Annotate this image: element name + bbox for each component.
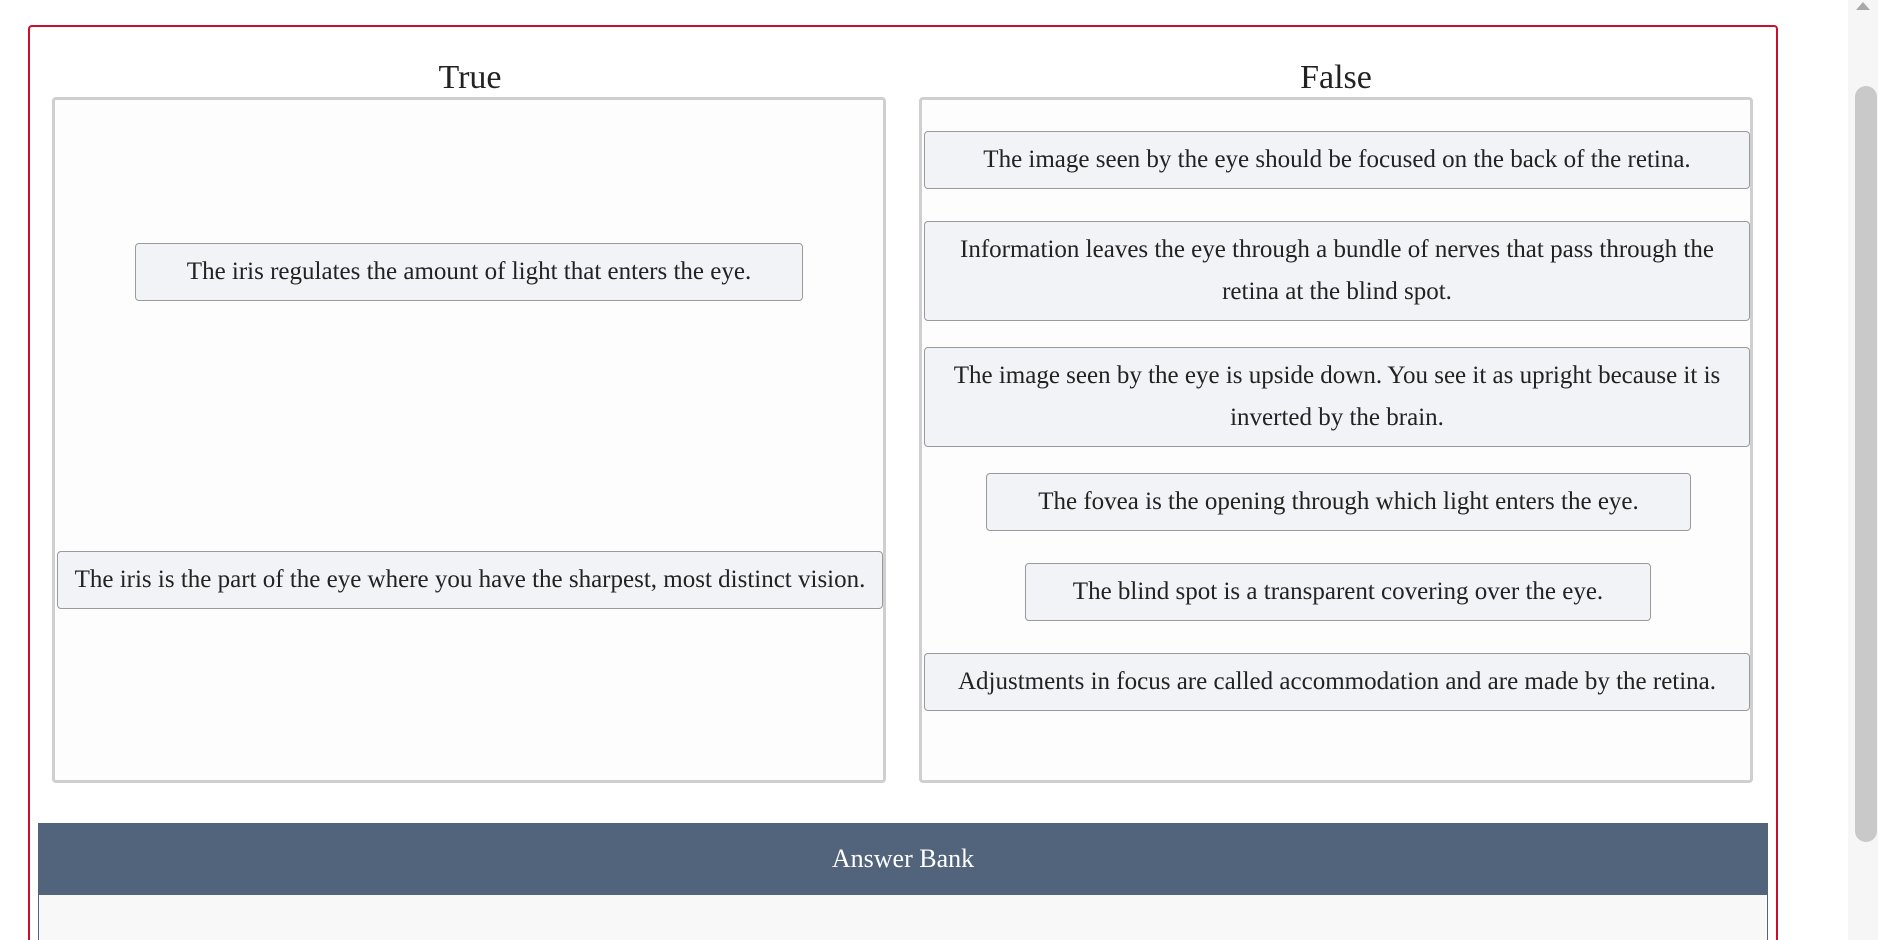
true-drop-zone[interactable] — [52, 97, 886, 783]
scrollbar-track[interactable] — [1848, 0, 1878, 940]
question-frame — [28, 25, 1778, 940]
answer-card[interactable]: The image seen by the eye is upside down. You see it as upright because it is inverted by the brain. — [924, 347, 1750, 447]
scrollbar-thumb[interactable] — [1855, 86, 1877, 842]
answer-bank-drop-zone[interactable] — [38, 895, 1768, 940]
false-drop-zone[interactable] — [919, 97, 1753, 783]
scroll-up-arrow-icon[interactable] — [1856, 2, 1870, 10]
answer-card[interactable]: The iris is the part of the eye where you have the sharpest, most distinct vision. — [57, 551, 883, 609]
answer-card[interactable]: The iris regulates the amount of light that enters the eye. — [135, 243, 803, 301]
true-column-title: True — [438, 59, 502, 96]
answer-card[interactable]: The image seen by the eye should be focused on the back of the retina. — [924, 131, 1750, 189]
answer-card[interactable]: Information leaves the eye through a bundle of nerves that pass through the retina at the blind spot. — [924, 221, 1750, 321]
answer-card[interactable]: The fovea is the opening through which light enters the eye. — [986, 473, 1691, 531]
answer-card[interactable]: The blind spot is a transparent covering over the eye. — [1025, 563, 1651, 621]
answer-card[interactable]: Adjustments in focus are called accommodation and are made by the retina. — [924, 653, 1750, 711]
false-column-title: False — [1300, 59, 1372, 96]
answer-bank-header: Answer Bank — [38, 823, 1768, 895]
